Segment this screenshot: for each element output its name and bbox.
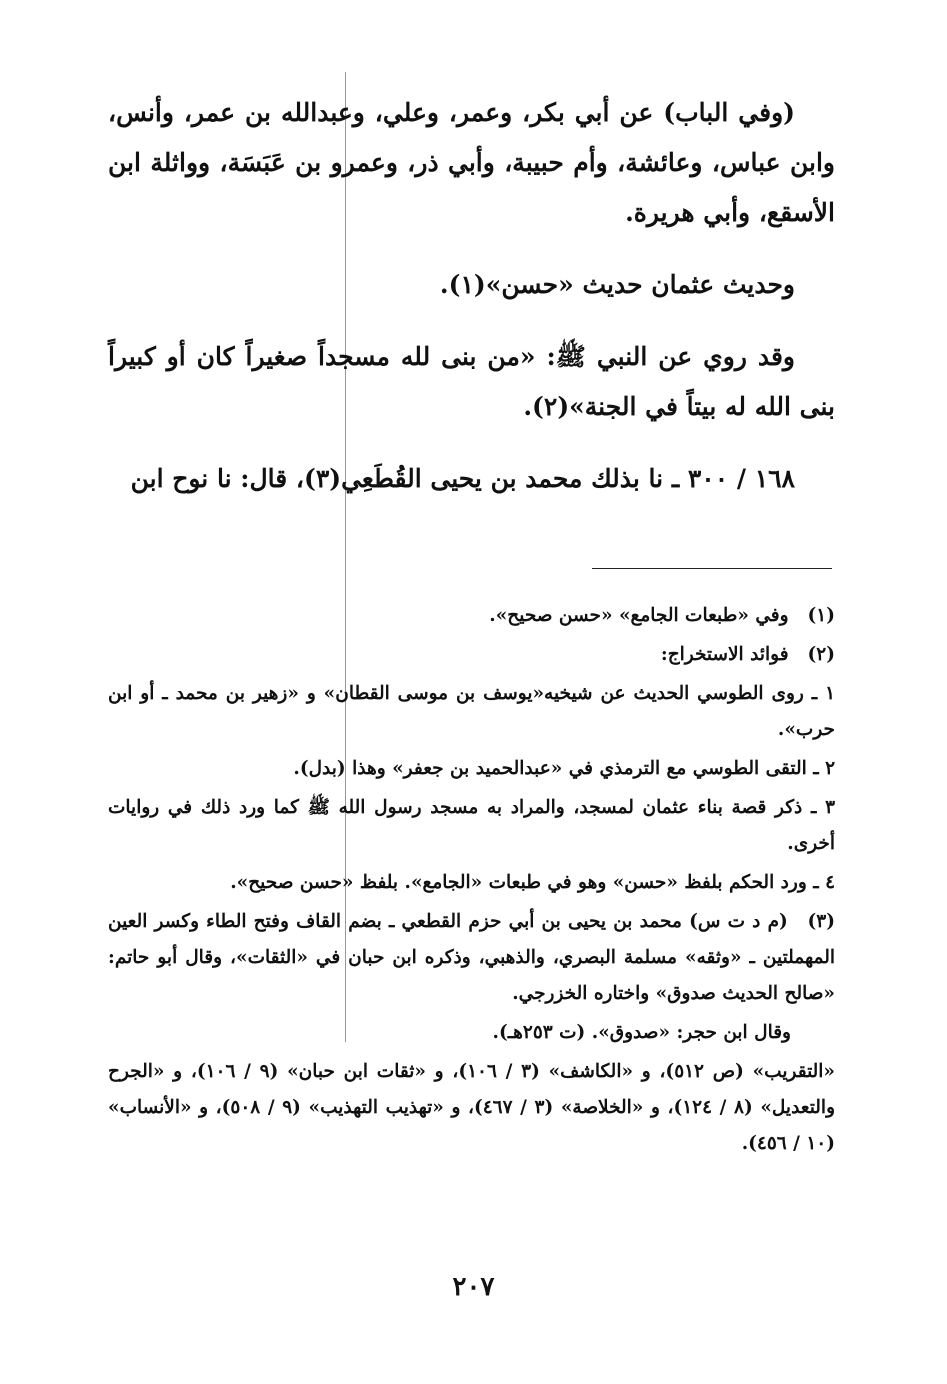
footnote-text: (م د ت س) محمد بن يحيى بن أبي حزم القطعي ـ بضم القاف وفتح الطاء وكسر العين المهملتين ـ «وثقه» مسلمة البصري، والذهبي، وذكره ابن حبان في «الثقات»، وقال أبو حاتم: «صالح الحديث صدوق» واختاره الخزرجي. bbox=[108, 911, 835, 1004]
benefit-item: ٢ ـ التقى الطوسي مع الترمذي في «عبدالحميد بن جعفر» وهذا (بدل). bbox=[293, 758, 835, 779]
benefit-item: ٣ ـ ذكر قصة بناء عثمان لمسجد، والمراد به مسجد رسول الله ﷺ كما ورد ذلك في روايات أخرى. bbox=[108, 797, 835, 854]
footnote-3 bbox=[108, 904, 835, 1012]
benefit-item: ٤ ـ ورد الحكم بلفظ «حسن» وهو في طبعات «الجامع». بلفظ «حسن صحيح». bbox=[230, 872, 835, 893]
footnote-number: (٣) bbox=[807, 911, 835, 932]
paragraph-isnad-168: ١٦٨ / ٣٠٠ ـ نا بذلك محمد بن يحيى القُطَعِي(٣)، قال: نا نوح ابن bbox=[130, 464, 795, 493]
main-text-body bbox=[108, 88, 835, 526]
footnote-3-line: وقال ابن حجر: «صدوق». (ت ٢٥٣هـ). bbox=[492, 1022, 791, 1043]
footnotes-section bbox=[108, 598, 835, 1165]
paragraph-in-the-chapter: (وفي الباب) عن أبي بكر، وعمر، وعلي، وعبدالله بن عمر، وأنس، وابن عباس، وعائشة، وأم حبيبة، وأبي ذر، وعمرو بن عَبَسَة، وواثلة ابن الأسقع، وأبي هريرة. bbox=[108, 98, 835, 227]
footnote-title: فوائد الاستخراج: bbox=[660, 644, 789, 665]
footnote-number: (١) bbox=[807, 605, 835, 626]
benefit-item: ١ ـ روى الطوسي الحديث عن شيخيه«يوسف بن موسى القطان» و «زهير بن محمد ـ أو ابن حرب». bbox=[108, 683, 835, 740]
footnote-2 bbox=[108, 637, 835, 673]
footnote-1 bbox=[108, 598, 835, 634]
paragraph-hadith-grade: وحديث عثمان حديث «حسن»(١). bbox=[439, 270, 795, 299]
page-number: ٢٠٧ bbox=[452, 1272, 495, 1302]
footnote-separator bbox=[592, 568, 832, 569]
footnote-number: (٢) bbox=[807, 644, 835, 665]
footnote-text: وفي «طبعات الجامع» «حسن صحيح». bbox=[489, 605, 789, 626]
footnote-3-sources: «التقريب» (ص ٥١٢)، و «الكاشف» (٣ / ١٠٦)، و «ثقات ابن حبان» (٩ / ١٠٦)، و «الجرح والتعديل» (٨ / ١٢٤)، و «الخلاصة» (٣ / ٤٦٧)، و «تهذيب التهذيب» (٩ / ٥٠٨)، و «الأنساب» (١٠ / ٤٥٦). bbox=[108, 1061, 835, 1154]
paragraph-prophet-narration: وقد روي عن النبي ﷺ: «من بنى لله مسجداً صغيراً كان أو كبيراً بنى الله له بيتاً في الجنة»(٢). bbox=[108, 342, 835, 421]
